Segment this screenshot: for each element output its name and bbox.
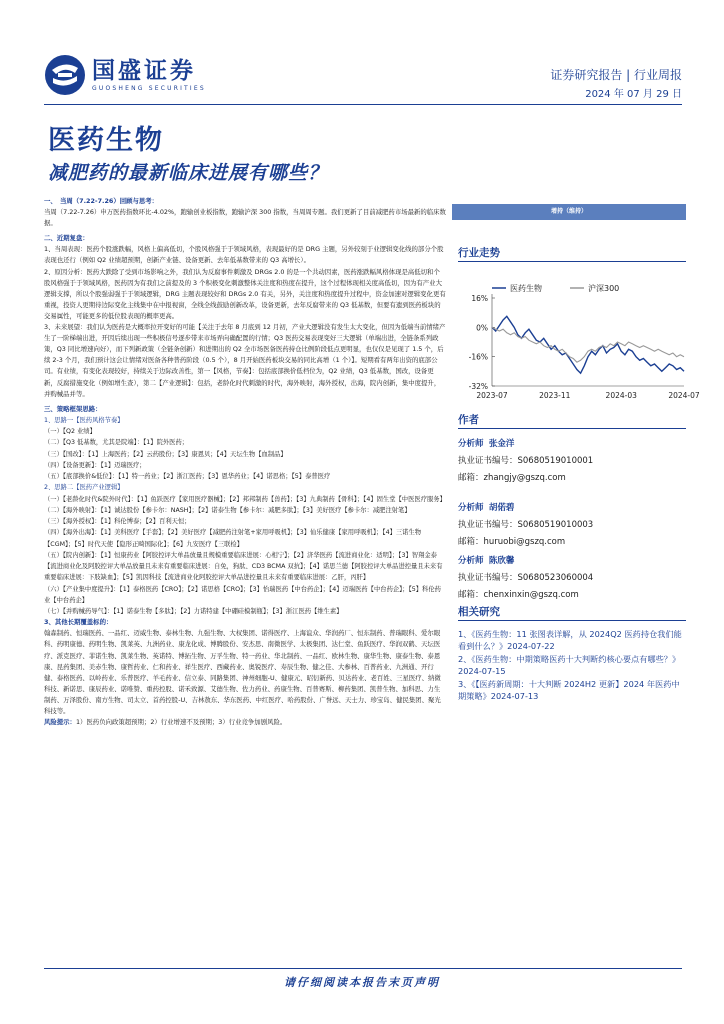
strategy-line: （五）【院内创新】：【1】恒康药业【阿胶控评大单品放量且规模重要临床进展：心相宁】；【2】济华医药【流进商业化：适明】；【3】智翔金泰【流进商业化及阿胶控评大单品放量且未来有重要临床进展：自免，狗肽、CD3 BCMA 双抗】；【4】诺思兰德【阿胶控评大单品进控量且未来有重要临床进展：下肢缺血】；【5】凯因科技【流进商业化阿胶控评大单品进控量且未来有重要临床进展：乙肝，丙肝】 <box>44 551 443 582</box>
legend-label-csi300: 沪深300 <box>588 284 620 293</box>
related-list <box>458 628 686 703</box>
report-date: 2024 年 07 月 29 日 <box>585 89 682 100</box>
analyst-name: 张金洋 <box>488 439 515 449</box>
y-tick-label: -32% <box>468 382 488 391</box>
analyst-cert: 执业证书编号：S0680523060004 <box>458 573 594 583</box>
stocks-text: 翰森制药、恒瑞医药、一品红、迈威生物、泰林生物、九强生物、大权集团、诺得医疗、上海谊众、华润药厂、恒东制药、普瑞眼科、爱尔眼科、药明康德、药明生物、凯莱英、九洲药业、康龙化成、博腾股份、安杰思、南微医学、太极集团、达仁堂、鱼跃医疗、华润双鹤、天坛医疗、派克医疗、菲诺生物、凯莱生物、英诺特、博拓生物、万孚生物、特一药业、华北制药、一品红、欧林生物、康华生物、康泰生物、泰恩康、昆药集团、美赤生物、康哲药业、仁和药业、祥生医疗、西藏药业、奥锐医疗、寿辰生物、健之佳、大参林、百普药业、九洲通、开行健、泰格医药、以岭药业、乐普医疗、羊毛药业、信立泰、同路集团、神州细胞-U、健康元、昭衍新药、贝达药业、老百姓、三星医疗、纳微科技、新诺思、康辰药业、诺唯赞、重药控股、诺禾致源、艾德生物、佐力药业、药康生物、百普赛斯、柳药集团、凯普生物、加科思、力生制药、万泽股份、南方生物、司太立、首药控股-U、吉林敖东、华东医药、中红医疗、哈药股份、广誉远、天士力、珍宝岛、健民集团、聚光科技等。 <box>44 629 441 716</box>
report-title: 减肥药的最新临床进展有哪些？ <box>48 162 329 184</box>
risk-label: 风险提示： <box>44 718 76 727</box>
logo-mark-icon <box>44 54 86 96</box>
analyst-cert: 执业证书编号：S0680519010001 <box>458 456 594 466</box>
strategy-line: （四）【设备更新】：【1】迈瑞医疗； <box>44 461 146 469</box>
strategy-line: 1、思路一【医药风格节奏】 <box>44 416 124 424</box>
x-tick-label: 2024-07 <box>668 391 700 400</box>
analyst-name: 胡偌碧 <box>488 503 515 513</box>
industry-trend-chart <box>458 272 700 412</box>
strategy-line: （三）【海外授权】：【1】科伦博泰；【2】百利天恒； <box>44 518 191 526</box>
trend-title: 行业走势 <box>458 247 500 259</box>
y-tick-label: 0% <box>476 323 488 333</box>
related-item[interactable]: 3、《【医药新周期：十大判断 2024H2 更新】2024 年医药中期策略》2024-07-13 <box>458 679 680 701</box>
logo-name-cn: 国盛证券 <box>92 57 196 84</box>
analyst-block <box>458 553 686 604</box>
footer-disclaimer: 请仔细阅读本报告末页声明 <box>284 976 440 989</box>
logo-name-en: GUOSHENG SECURITIES <box>92 84 206 92</box>
analyst-name: 陈欣馨 <box>488 556 515 566</box>
sector-title: 医药生物 <box>48 125 164 156</box>
analyst-email[interactable]: 邮箱：huruobi@gszq.com <box>458 537 566 547</box>
strategy-line: （一）【Q2 业绩】 <box>44 428 96 436</box>
strategy-line: （七）【并购械药导气】：【1】诺泰生物【多肽】；【2】力诺特建【中硼硅模制瓶】；【3】浙江医药【维生素】 <box>44 608 343 616</box>
report-type: 证券研究报告 | 行业周报 <box>550 68 682 82</box>
strategy-line: （二）【Q3 低基数，尤其是院端】：【1】院外医药； <box>44 439 189 447</box>
brand-logo <box>44 54 206 96</box>
section-3-heading: 三、策略框架思路： <box>44 404 102 413</box>
analyst-block <box>458 500 686 551</box>
analysts-divider <box>458 428 686 429</box>
strategy-list <box>44 415 446 618</box>
strategy-line: （二）【海外映射】：【1】诚达股份【参卡尔：NASH】；【2】诺泰生物【参卡尔：减肥多肽】；【3】美好医疗【参卡尔：减肥注射笔】 <box>44 506 411 514</box>
related-item[interactable]: 1、《医药生物：11 张图表详解，从 2024Q2 医药持仓我们能看到什么？》2024-07-22 <box>458 629 682 651</box>
x-tick-label: 2024-03 <box>605 391 637 400</box>
page-header <box>0 0 724 110</box>
strategy-line: （五）【底部换价&低位】：【1】特一药业；【2】浙江医药；【3】恩华药业；【4】诺思格；【5】泰普医疗 <box>44 473 331 481</box>
section-1-heading: 一、 当周（7.22-7.26）回顾与思考： <box>44 197 159 205</box>
risk-line <box>44 717 446 728</box>
footer-divider <box>44 968 682 969</box>
analyst-role: 分析师 <box>458 503 484 513</box>
section-2-para-3: 3、未来展望：我们认为医药是大概率拉开变好的可能【关注于去年 8 月底到 12 月初，产业大逻辑没有发生太大变化，但因为低端当前情绪产生了一阶梯端出进，开因后续出现一些积极信号逐步带来市场弄向确配置的行情；Q3 医药交易表现变好三大逻辑（单端出进，全链条系列政策，Q3 同比增速向好），而下列新政策（全链条创新）和进期出的 Q2 全市场医备医药持仓比例阶段低点更明显，也仅仅是见现了 1.5 个，后续 2-3 个月，我们预计这会让情绪对医备各种普药阶段（0.5 个），8 月开始医药板块交易的同比高增（1 个）】。短期看有两年出资的底部公司。有业绩，有变化表现较好，持续关于边际改善性，第一【风格，节奏】：包括底部换价低档位为，Q2 业绩，Q3 低基数，国改，设备更新，反腐措施变化（例如增生查），第二【产业逻辑】：包括，老龄化时代刺激的时代，海外映射，海外授权，出海，院内创新，集中度提升，并购械品并等。 <box>44 323 446 398</box>
strategy-line: （一）【老龄化时代&院外时代】：【1】鱼跃医疗【家用医疗器械】；【2】邦邦制药【兽药】；【3】九典制药【骨科】；【4】固生堂【中医医疗服务】 <box>44 495 446 503</box>
y-tick-label: 16% <box>471 294 488 303</box>
strategy-line: （三）【国改】：【1】上海医药；【2】云药股份；【3】康恩贝；【4】天坛生物【血制品】 <box>44 450 287 458</box>
x-tick-label: 2023-07 <box>476 391 508 400</box>
y-tick-label: -16% <box>468 352 488 362</box>
risk-text: 1）医药负向政策超预期；2）行业增速不及预期；3）行业竞争加剧风险。 <box>75 718 287 727</box>
strategy-line: （四）【海外出海】：【1】美科医疗【手套】；【2】美好医疗【减肥药注射笔+家用呼吸机】；【3】仙乐健康【家用呼吸机】；【4】三诺生物【CGM】；【5】时代天使【隐形正畸国际化】；【6】九安医疗【三联检】 <box>44 529 422 548</box>
header-divider <box>44 104 682 105</box>
section-2-para-2: 2、原因分析：医药大跌除了受到市场影响之外，我们认为反腐事件刺激及 DRGs 2.0 的是一个共动因素，医药涨跌幅风格体现是高低切和个股风格强于于领域风格，医药因为有我们之前提及的 3 个积极变化刺激整体关注度和热度在提升，这个过程体现相关度高低切，因为有产业大逻辑支撑，所以个股强弱强于于领域逻辑，DRG 主题表现较好和 DRGs 2.0 有关，另外，关注度和热度提升过程中，资金加速对逻辑变化更有重视，投资人更期待边际变化主线集中在中报视窗，全线全线鼓励创新改革，设备更新，去年反腐带来的 Q3 低基数，但要有遗到医药板块的交易属性，可能更多的低位股表现的概率更高。 <box>44 267 446 320</box>
main-body <box>44 196 446 728</box>
analyst-cert: 执业证书编号：S0680519010003 <box>458 520 594 530</box>
related-divider <box>458 620 686 621</box>
related-item[interactable]: 2、《医药生物：中期策略医药十大判断约核心要点有哪些？》2024-07-15 <box>458 654 681 676</box>
rating-badge: 增持（维持） <box>452 204 686 220</box>
legend-label-pharma: 医药生物 <box>510 284 542 293</box>
section-1-text: 当周（7.22-7.26）申万医药指数环比-4.02%，跑输创业板指数，跑输沪深 300 指数，当周周专题。我们更新了目前减肥药市场最新的临床数据。 <box>44 208 446 228</box>
analyst-email[interactable]: 邮箱：zhangjy@gszq.com <box>458 473 566 483</box>
stocks-heading: 3、其他长期覆盖标的： <box>44 618 113 627</box>
analyst-email[interactable]: 邮箱：chenxinxin@gszq.com <box>458 590 579 600</box>
trend-divider <box>458 261 686 262</box>
related-title: 相关研究 <box>458 606 500 618</box>
analyst-role: 分析师 <box>458 439 484 449</box>
strategy-line: （六）【产业集中度提升】：【1】泰格医药【CRO】；【2】诺思格【CRO】；【3】怡瑞医药【中台药企】；【4】迈瑞医药【中台药企】；【5】科伦药业【中台药企】 <box>44 585 441 604</box>
section-2-heading: 二、近期复盘： <box>44 234 89 243</box>
section-2-para-1: 1、当周表现：医药个股涨跌幅，风格上偏高低切，个股风格强于于领域风格，表现最好的是 DRG 主题，另外较刻于业逻辑变化线的部分个股表现也还行（例如 Q2 业绩超预期，创新产业链、设备更新、去年低基数带来的 Q3 高增长）。 <box>44 245 444 265</box>
x-tick-label: 2023-11 <box>539 391 571 400</box>
series-line-pharma <box>492 316 684 373</box>
strategy-line: 2、思路二【医药产业逻辑】 <box>44 484 124 492</box>
analysts-title: 作者 <box>458 414 479 426</box>
analyst-role: 分析师 <box>458 556 484 566</box>
analyst-block <box>458 436 686 487</box>
